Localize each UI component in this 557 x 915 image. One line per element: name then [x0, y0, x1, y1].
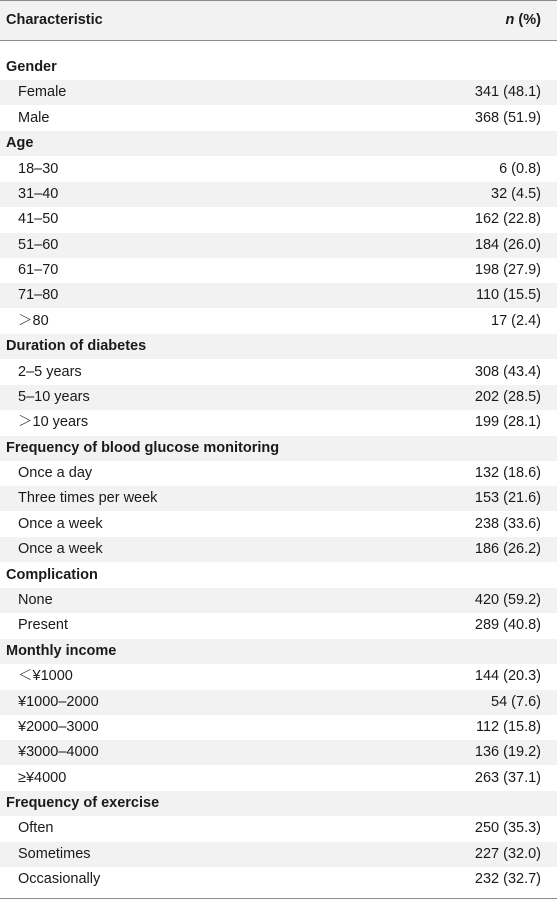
- row-value: 110 (15.5): [475, 287, 541, 304]
- group-title: Gender: [6, 59, 57, 75]
- row-value: 186 (26.2): [474, 541, 541, 558]
- table-row: [0, 512, 557, 537]
- table-row: [0, 613, 557, 638]
- row-label: 41–50: [18, 211, 59, 228]
- header-n-symbol: n: [505, 12, 515, 28]
- row-value: 162 (22.8): [474, 211, 541, 228]
- row-label: ≥¥4000: [18, 769, 67, 786]
- row-value: 289 (40.8): [474, 617, 541, 634]
- row-value: 132 (18.6): [474, 465, 541, 482]
- table-row: [0, 766, 557, 791]
- row-value: 308 (43.4): [474, 363, 541, 380]
- table-row: [0, 207, 557, 232]
- row-value: 238 (33.6): [474, 515, 541, 532]
- table-row: [0, 842, 557, 867]
- row-label: Sometimes: [18, 845, 91, 862]
- group-row: [0, 791, 557, 816]
- row-label: Often: [18, 820, 54, 837]
- row-label: Once a week: [18, 541, 103, 558]
- group-row: [0, 131, 557, 156]
- header-characteristic: Characteristic: [6, 12, 103, 28]
- group-row: [0, 55, 557, 80]
- table-row: [0, 157, 557, 182]
- table-row: [0, 486, 557, 511]
- row-value: 144 (20.3): [474, 668, 541, 685]
- group-row: [0, 563, 557, 588]
- group-title: Frequency of exercise: [6, 795, 160, 812]
- table-row: [0, 461, 557, 486]
- row-label: ＞80: [18, 312, 49, 329]
- row-label: Once a week: [18, 515, 103, 532]
- table-row: [0, 182, 557, 207]
- table-row: [0, 106, 557, 131]
- header-n-percent: [506, 0, 541, 40]
- table-row: [0, 867, 557, 892]
- table-row: [0, 233, 557, 258]
- header-rule: [0, 40, 557, 41]
- group-row: [0, 334, 557, 359]
- table-header: [0, 0, 557, 40]
- row-value: 54 (7.6): [491, 693, 541, 710]
- row-label: 51–60: [18, 236, 59, 253]
- row-value: 202 (28.5): [474, 388, 541, 405]
- group-row: [0, 436, 557, 461]
- top-rule: [0, 0, 557, 1]
- table-row: [0, 258, 557, 283]
- row-label: ¥2000–3000: [18, 718, 99, 735]
- table-row: [0, 410, 557, 435]
- row-value: 227 (32.0): [474, 845, 541, 862]
- table-row: [0, 360, 557, 385]
- group-row: [0, 639, 557, 664]
- row-value: 199 (28.1): [474, 414, 541, 431]
- row-value: 341 (48.1): [474, 84, 541, 101]
- group-title: Frequency of blood glucose monitoring: [6, 439, 280, 456]
- group-title: Complication: [6, 566, 98, 583]
- table-row: [0, 740, 557, 765]
- row-value: 184 (26.0): [474, 236, 541, 253]
- table-row: [0, 588, 557, 613]
- row-label: ＜¥1000: [18, 668, 73, 685]
- row-value: 368 (51.9): [474, 109, 541, 126]
- table-row: [0, 715, 557, 740]
- row-value: 6 (0.8): [499, 160, 541, 177]
- row-value: 420 (59.2): [474, 591, 541, 608]
- row-label: Male: [18, 109, 50, 126]
- row-value: 198 (27.9): [474, 262, 541, 279]
- row-label: None: [18, 591, 53, 608]
- group-title: Monthly income: [6, 642, 117, 659]
- row-label: Once a day: [18, 465, 93, 482]
- row-value: 153 (21.6): [474, 490, 541, 507]
- row-label: Present: [18, 617, 68, 634]
- row-value: 250 (35.3): [474, 820, 541, 837]
- row-label: 71–80: [18, 287, 59, 304]
- row-label: 2–5 years: [18, 363, 82, 380]
- row-value: 17 (2.4): [491, 312, 541, 329]
- row-label: 31–40: [18, 185, 59, 202]
- row-label: Female: [18, 84, 67, 101]
- table-row: [0, 537, 557, 562]
- row-value: 232 (32.7): [474, 871, 541, 888]
- row-label: ¥3000–4000: [18, 744, 99, 761]
- row-value: 136 (19.2): [474, 744, 541, 761]
- bottom-rule: [0, 898, 557, 899]
- group-title: Age: [6, 135, 34, 152]
- row-label: Three times per week: [18, 490, 158, 507]
- row-label: ＞10 years: [18, 414, 89, 431]
- row-value: 112 (15.8): [475, 718, 541, 735]
- row-label: 5–10 years: [18, 388, 90, 405]
- row-value: 32 (4.5): [491, 185, 541, 202]
- table-row: [0, 690, 557, 715]
- table-row: [0, 283, 557, 308]
- row-value: 263 (37.1): [474, 769, 541, 786]
- table-row: [0, 309, 557, 334]
- row-label: ¥1000–2000: [18, 693, 99, 710]
- table-row: [0, 816, 557, 841]
- row-label: Occasionally: [18, 871, 101, 888]
- header-n-suffix: (%): [514, 12, 541, 28]
- row-label: 18–30: [18, 160, 59, 177]
- table-row: [0, 385, 557, 410]
- group-title: Duration of diabetes: [6, 338, 147, 355]
- row-label: 61–70: [18, 262, 59, 279]
- table-row: [0, 80, 557, 105]
- table-row: [0, 664, 557, 689]
